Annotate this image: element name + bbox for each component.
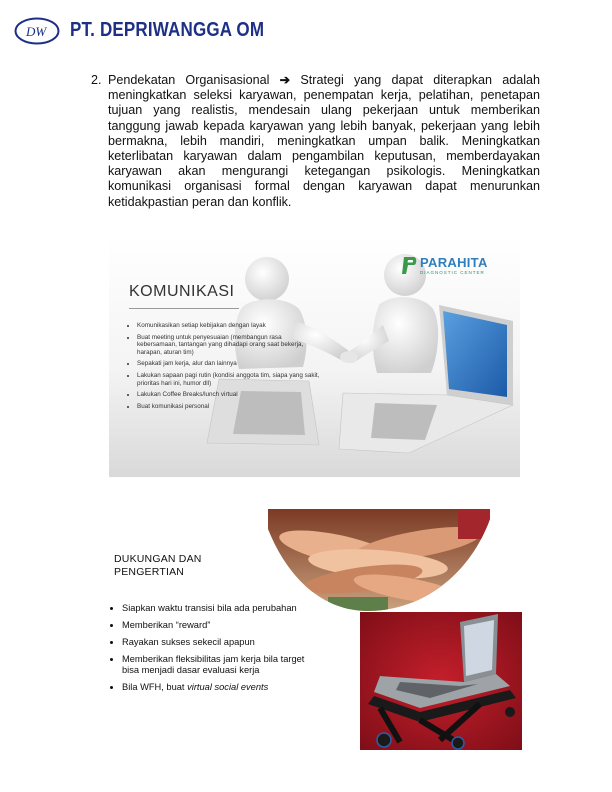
list-item: • Lakukan sapaan pagi rutin (kondisi anggota tim, siapa yang sakit, prioritas hari ini, humor dll) bbox=[137, 372, 322, 387]
list-item: • Buat komunikasi personal bbox=[137, 403, 322, 411]
dukungan-bullet-list bbox=[108, 603, 322, 699]
bullet-text: Bila WFH, buat bbox=[122, 682, 188, 693]
list-item: • Lakukan Coffee Breaks/lunch virtual bbox=[137, 391, 322, 399]
company-logo bbox=[14, 17, 60, 45]
parahita-subtitle: DIAGNOSTIC CENTER bbox=[420, 270, 485, 275]
slide-title-line: PENGERTIAN bbox=[114, 566, 185, 578]
slide-title-dukungan bbox=[114, 553, 202, 579]
list-item: • Memberikan fleksibilitas jam kerja bila target bisa menjadi dasar evaluasi kerja bbox=[122, 654, 322, 677]
list-item: • Siapkan waktu transisi bila ada perubahan bbox=[122, 603, 322, 614]
list-item: • Memberikan “reward” bbox=[122, 620, 322, 631]
parahita-name: PARAHITA bbox=[420, 255, 488, 270]
company-name: PT. DEPRIWANGGA OM bbox=[70, 19, 265, 41]
bullet-emphasis: virtual social events bbox=[187, 682, 269, 693]
arrow-icon: ➔ bbox=[279, 73, 291, 87]
item-number: 2. bbox=[91, 73, 102, 87]
approach-heading: Pendekatan Organisasional bbox=[108, 73, 270, 87]
slide-title-komunikasi: KOMUNIKASI bbox=[129, 283, 235, 300]
slide-title-line: DUKUNGAN DAN bbox=[114, 553, 202, 565]
logo-text: DW bbox=[26, 24, 47, 39]
title-divider bbox=[129, 308, 239, 309]
list-item: • Rayakan sukses sekecil apapun bbox=[122, 637, 322, 648]
approach-paragraph bbox=[108, 73, 540, 210]
list-item: • Komunikasikan setiap kebijakan dengan layak bbox=[137, 322, 322, 330]
stacked-hands-photo bbox=[268, 509, 490, 611]
slide-komunikasi bbox=[109, 235, 520, 477]
list-item bbox=[122, 682, 322, 693]
komunikasi-bullet-list bbox=[127, 322, 322, 414]
parahita-logo bbox=[401, 254, 511, 278]
laptop-on-stand-photo bbox=[360, 612, 522, 750]
parahita-mark-icon bbox=[401, 255, 417, 275]
list-item: • Sepakati jam kerja, alur dan lainnya bbox=[137, 360, 322, 368]
list-item: • Buat meeting untuk penyesuaian (membangun rasa kebersamaan, tantangan yang dihadapi orang saat bekerja, harapan, aturan tim) bbox=[137, 334, 322, 357]
approach-body: Strategi yang dapat diterapkan adalah meningkatkan seleksi karyawan, penempatan kerja, pelatihan, penetapan tujuan yang realistis, mendesain ulang pekerjaan untuk memberikan tanggung jawab kepada karyawan yang lebih banyak, pekerjaan yang lebih bermakna, lebih mandiri, meningkatkan umpan balik. Meningkatkan keterlibatan karyawan dalam pengambilan keputusan, memberdayakan karyawan akan mengurangi ketegangan psikologis. Meningkatkan komunikasi organisasi formal dengan karyawan dapat menurunkan ketidakpastian peran dan konflik. bbox=[108, 73, 541, 209]
